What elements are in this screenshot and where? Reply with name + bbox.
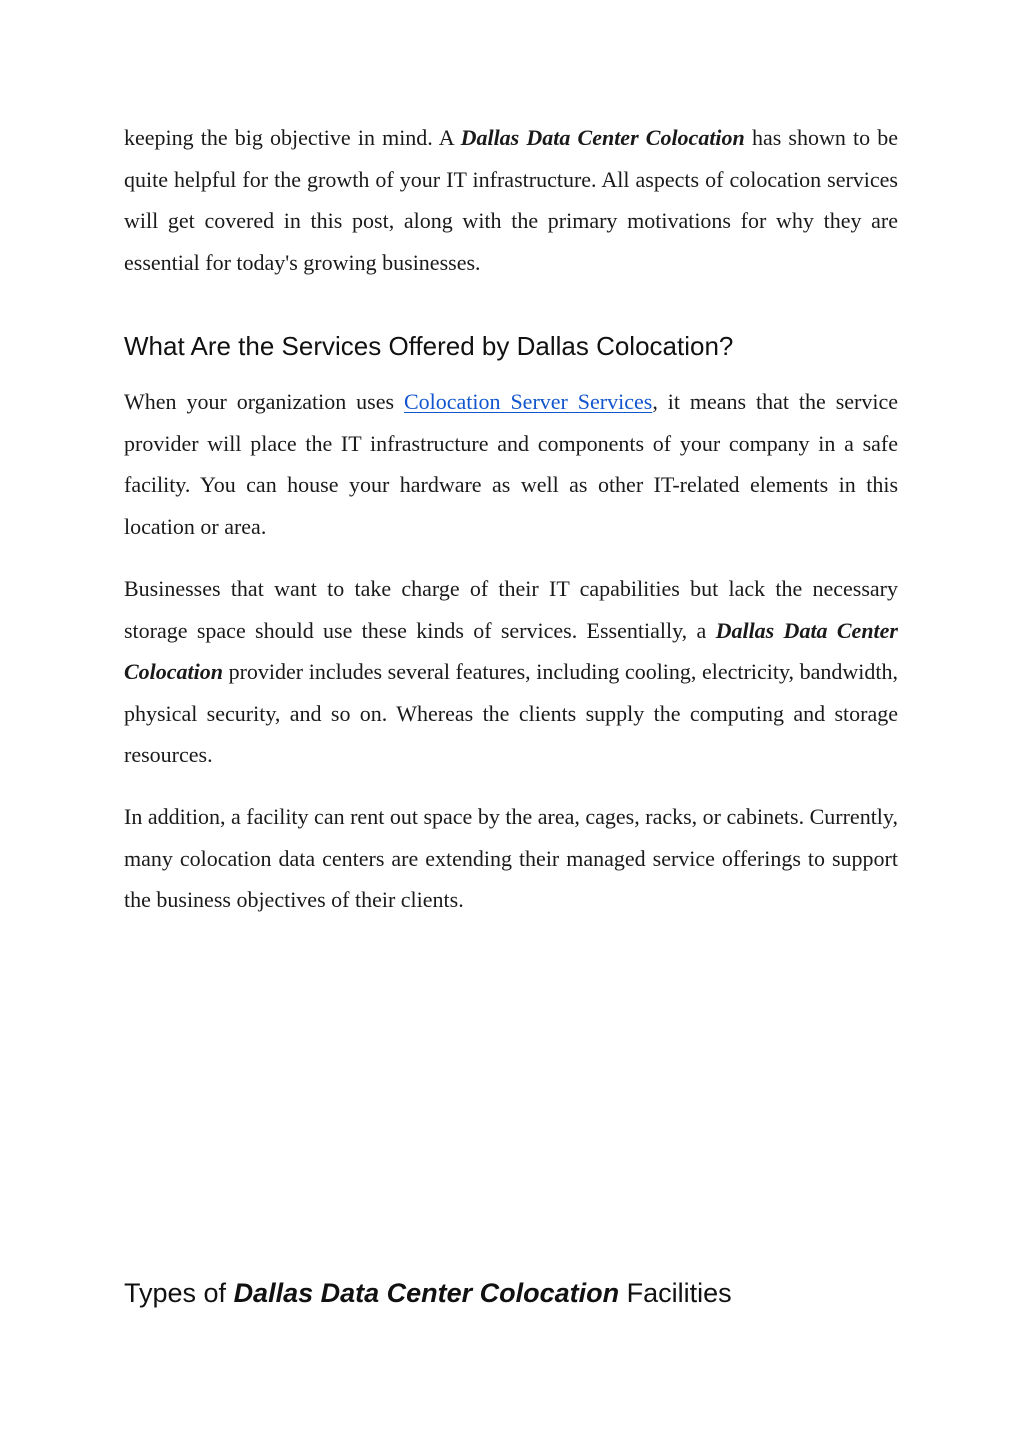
intro-emphasis: Dallas Data Center Colocation bbox=[460, 125, 745, 150]
types-heading-emphasis: Dallas Data Center Colocation bbox=[233, 1278, 620, 1308]
section-heading-services: What Are the Services Offered by Dallas Colocation? bbox=[124, 331, 734, 361]
services-paragraph-2 bbox=[124, 568, 898, 776]
services-p2-text-end: provider includes several features, including cooling, electricity, bandwidth, physical security, and so on. Whereas the clients supply the computing and storage resources. bbox=[124, 659, 898, 767]
services-paragraph-1 bbox=[124, 381, 898, 547]
services-p1-text-end: , it means that the service provider will place the IT infrastructure and components of your company in a safe facility. You can house your hardware as well as other IT-related elements in this location or area. bbox=[124, 389, 898, 539]
types-heading-end: Facilities bbox=[619, 1278, 732, 1308]
services-p2-emphasis: Dallas Data Center Colocation bbox=[124, 617, 898, 684]
types-heading-start: Types of bbox=[124, 1278, 234, 1308]
services-p2-text-start: Businesses that want to take charge of their IT capabilities but lack the necessary storage space should use these kinds of services. Essentially, a bbox=[124, 576, 898, 643]
services-paragraph-3: In addition, a facility can rent out space by the area, cages, racks, or cabinets. Currently, many colocation data centers are extending their managed service offerings to support the business objectives of their clients. bbox=[124, 804, 898, 912]
intro-text-start: keeping the big objective in mind. A bbox=[124, 125, 461, 150]
services-p1-text-start: When your organization uses bbox=[124, 389, 404, 414]
intro-paragraph bbox=[124, 117, 898, 283]
colocation-server-services-link[interactable]: Colocation Server Services bbox=[403, 389, 653, 414]
intro-text-end: has shown to be quite helpful for the growth of your IT infrastructure. All aspects of colocation services will get covered in this post, along with the primary motivations for why they are essential for today's growing businesses. bbox=[124, 125, 899, 275]
section-heading-types bbox=[124, 1278, 732, 1309]
